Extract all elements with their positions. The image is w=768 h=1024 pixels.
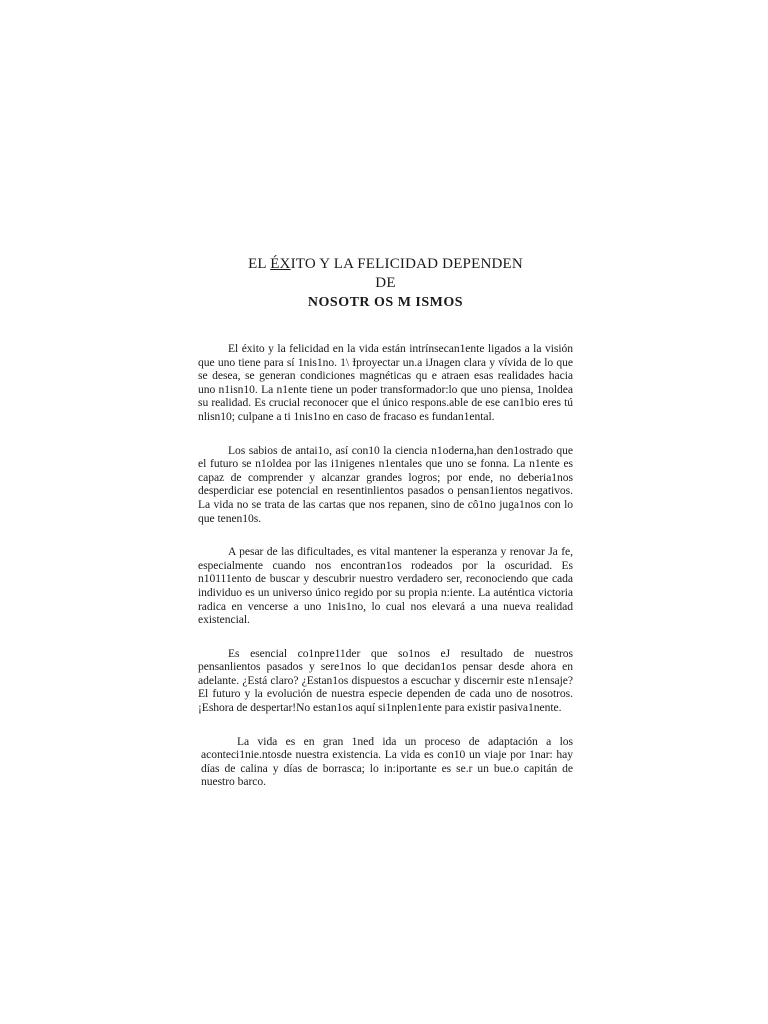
paragraph-2: Los sabios de antai1o, así con10 la ciencia n1oderna,han den1ostrado que el futuro se n1oldea por las i1nigenes n1entales que uno se fonna. La n1ente es capaz de comprender y alcanzar grandes logros; por ende, no deberia1nos desperdiciar ese potencial en resentinlientos pasados o pensan1ientos negativos. La vida no se trata de las cartas que nos repanen, sino de cô1no juga1nos con lo que tenen10s. [198,443,573,525]
title-line-1-start: EL [248,256,271,272]
title-line-3: NOSOTR OS M ISMOS [307,295,464,310]
title-line-1 [198,255,573,274]
document-page [198,255,573,809]
document-title [198,255,573,312]
title-underlined-text: ÉX [270,256,291,272]
paragraph-3: A pesar de las dificultades, es vital mantener la esperanza y renovar Ja fe, especialmente cuando nos encontran1os rodeados por la oscuridad. Es n10111ento de buscar y descubrir nuestro verdadero ser, reconociendo que cada individuo es un universo único regido por su propia n:iente. La auténtica victoria radica en vencerse a uno 1nis1no, lo cual nos elevará a una nueva realidad existencial. [198,545,573,627]
title-line-2: DE [375,275,396,291]
paragraph-4: Es esencial co1npre11der que so1nos eJ resultado de nuestros pensanlientos pasados y sere1nos lo que decidan1os pensar desde ahora en adelante. ¿Está claro? ¿Estan1os dispuestos a escuchar y discernir este n1ensaje? El futuro y la evolución de nuestra especie dependen de cada uno de nosotros. ¡Eshora de despertar!No estan1os aquí si1nplen1ente para existir pasiva1nente. [198,646,573,715]
title-line-1-end: ITO Y LA FELICIDAD DEPENDEN [290,256,523,272]
paragraph-5: La vida es en gran 1ned ida un proceso de adaptación a los aconteci1nie.ntosde nuestra existencia. La vida es con10 un viaje por 1nar: hay días de calina y días de borrasca; lo in:iportante es se.r un bue.o capitán de nuestro barco. [201,734,573,789]
paragraph-1: El éxito y la felicidad en la vida están intrínsecan1ente ligados a la visión que uno tiene para sí 1nis1no. 1\ Ɨproyectar un.a iJnagen clara y vívida de lo que se desea, se generan condiciones magnéticas qu e atraen esas realidades hacia uno n1isn10. La n1ente tiene un poder transformador:lo que uno piensa, 1noldea su realidad. Es crucial reconocer que el único respons.able de ese can1bio eres tú nlisn10; culpane a ti 1nis1no en caso de fracaso es fundan1ental. [198,342,573,423]
